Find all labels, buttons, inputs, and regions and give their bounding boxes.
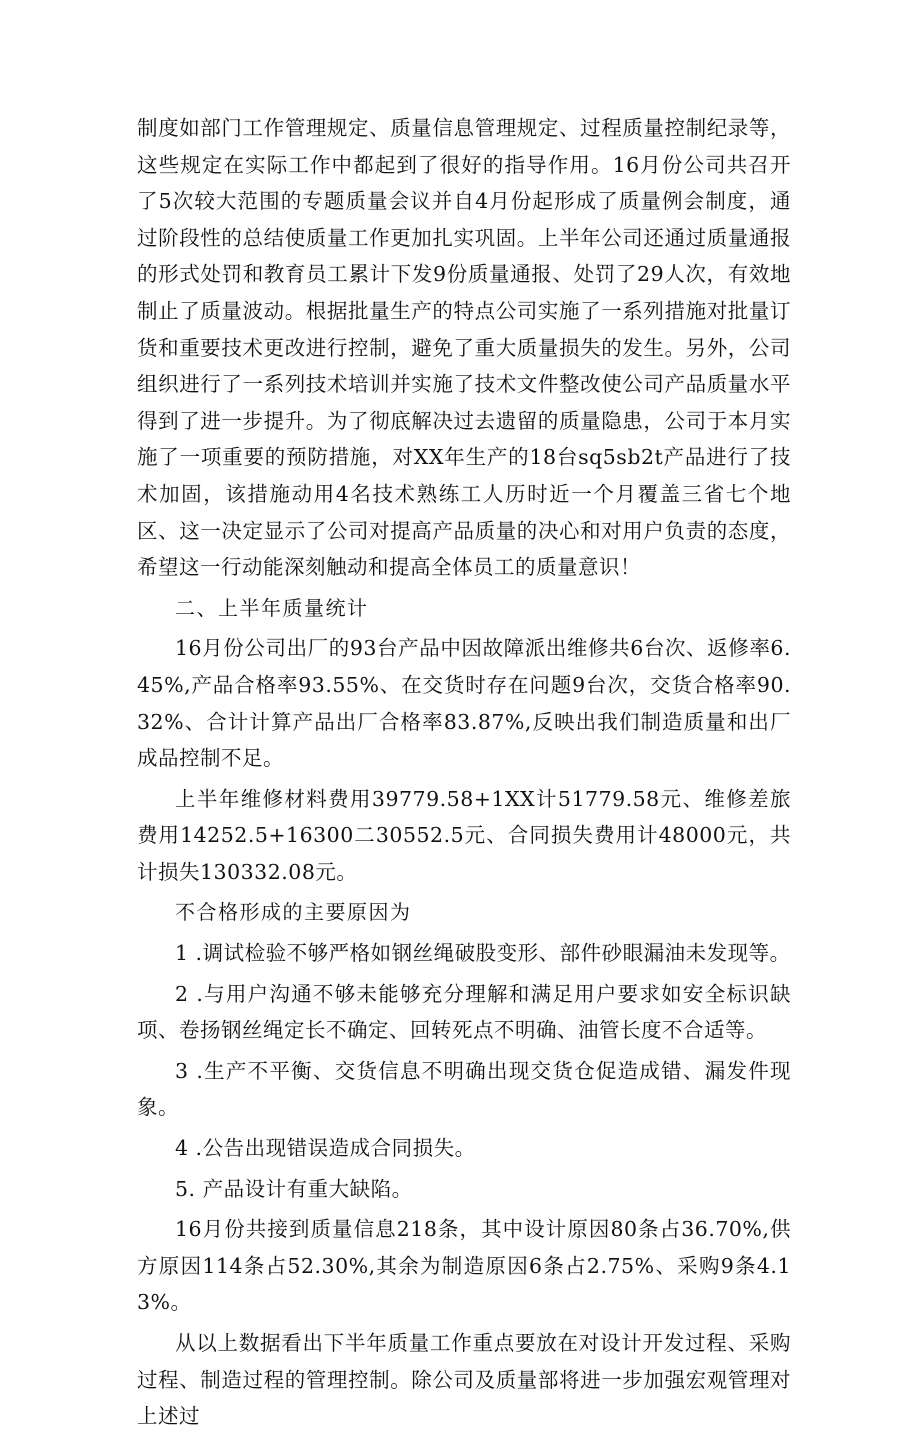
paragraph-quality-info-breakdown: 16月份共接到质量信息218条，其中设计原因80条占36.70%,供方原因114条占52.30%,其余为制造原因6条占2.75%、采购9条4.13%。 [137, 1217, 791, 1315]
list-item-cause-3: 3 .生产不平衡、交货信息不明确出现交货仓促造成错、漏发件现象。 [137, 1058, 791, 1120]
paragraph-main-causes-intro: 不合格形成的主要原因为 [175, 900, 412, 925]
section-heading-quality-statistics: 二、上半年质量统计 [175, 595, 369, 620]
list-item-cause-5: 5. 产品设计有重大缺陷。 [175, 1176, 413, 1201]
document-body [137, 110, 791, 1435]
paragraph-product-pass-rate: 16月份公司出厂的93台产品中因故障派出维修共6台次、返修率6.45%,产品合格率93.55%、在交货时存在问题9台次，交货合格率90.32%、合计计算产品出厂合格率83.87%,反映出我们制造质量和出厂成品控制不足。 [137, 636, 791, 771]
list-item-cause-4: 4 .公告出现错误造成合同损失。 [175, 1136, 476, 1161]
paragraph-quality-measures: 制度如部门工作管理规定、质量信息管理规定、过程质量控制纪录等，这些规定在实际工作中都起到了很好的指导作用。16月份公司共召开了5次较大范围的专题质量会议并自4月份起形成了质量例会制度，通过阶段性的总结使质量工作更加扎实巩固。上半年公司还通过质量通报的形式处罚和教育员工累计下发9份质量通报、处罚了29人次，有效地制止了质量波动。根据批量生产的特点公司实施了一系列措施对批量订货和重要技术更改进行控制，避免了重大质量损失的发生。另外，公司组织进行了一系列技术培训并实施了技术文件整改使公司产品质量水平得到了进一步提升。为了彻底解决过去遗留的质量隐患，公司于本月实施了一项重要的预防措施，对XX年生产的18台sq5sb2t产品进行了技术加固，该措施动用4名技术熟练工人历时近一个月覆盖三省七个地区、这一决定显示了公司对提高产品质量的决心和对用户负责的态度，希望这一行动能深刻触动和提高全体员工的质量意识！ [137, 116, 791, 580]
paragraph-second-half-focus: 从以上数据看出下半年质量工作重点要放在对设计开发过程、采购过程、制造过程的管理控制。除公司及质量部将进一步加强宏观管理对上述过 [137, 1331, 791, 1429]
paragraph-repair-costs: 上半年维修材料费用39779.58+1XX计51779.58元、维修差旅费用14252.5+16300二30552.5元、合同损失费用计48000元，共计损失130332.08元。 [137, 786, 791, 884]
list-item-cause-1: 1 .调试检验不够严格如钢丝绳破股变形、部件砂眼漏油未发现等。 [175, 941, 791, 966]
list-item-cause-2: 2 .与用户沟通不够未能够充分理解和满足用户要求如安全标识缺项、卷扬钢丝绳定长不确定、回转死点不明确、油管长度不合适等。 [137, 981, 791, 1043]
